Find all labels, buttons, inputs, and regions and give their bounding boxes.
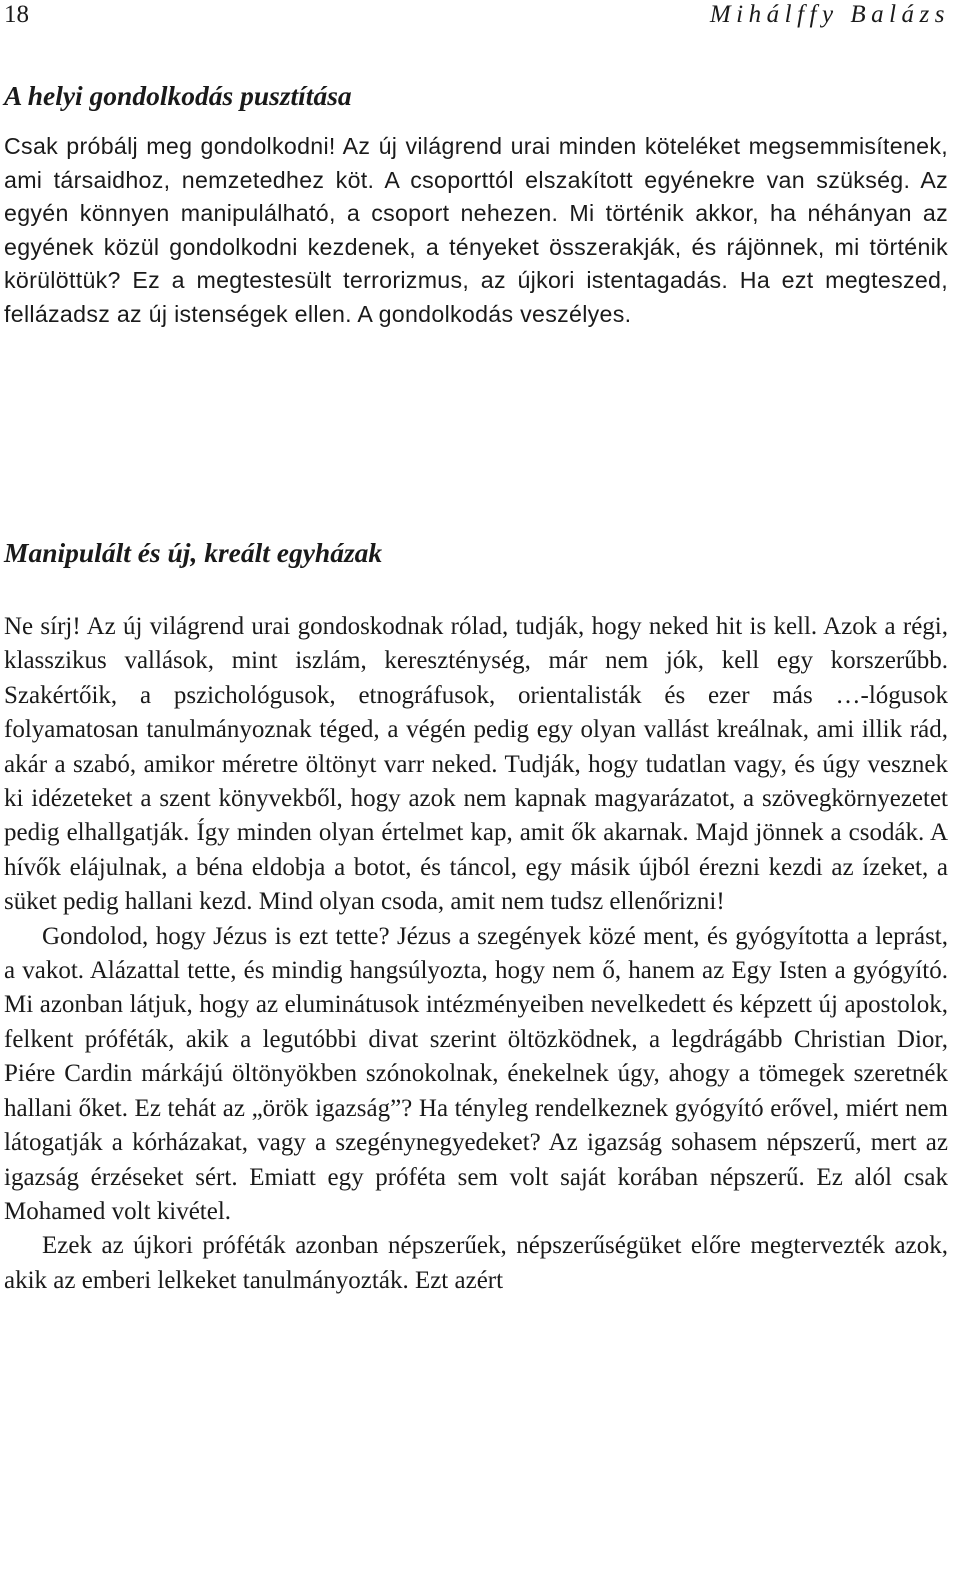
page-header [4, 0, 948, 34]
section-body [4, 130, 948, 331]
book-page [4, 0, 950, 1294]
paragraph: Gondolod, hogy Jézus is ezt tette? Jézus a szegények közé ment, és gyógyította a leprást, a vakot. Alázattal tette, és mindig hangsúlyozta, hogy nem ő, hanem az Egy Isten a gyógyító. Mi azonban látjuk, hogy az eluminátusok intézményeiben nevelkedett és képzett új apostolok, felkent próféták, akik a legutóbbi divat szerint öltözködnek, a legdrágább Christian Dior, Piére Cardin márkájú öltönyökben szónokolnak, énekelnek úgy, ahogy a tömegek szeretnék hallani őket. Ez tehát az „örök igazság”? Ha tényleg rendelkeznek gyógyító erővel, miért nem látogatják a kórházakat, vagy a szegénynegyedeket? Az igazság sohasem népszerű, mert az igazság érzéseket sért. Emiatt egy próféta sem volt saját korában népszerű. Ez alól csak Mohamed volt kivétel. [4, 922, 948, 1225]
page-number: 18 [4, 1, 29, 28]
paragraph: Ezek az újkori próféták azonban népszerűek, népszerűségüket előre megtervezték azok, akik az emberi lelkeket tanulmányozták. Ezt azért [4, 1232, 948, 1294]
paragraph: Ne sírj! Az új világrend urai gondoskodnak rólad, tudják, hogy neked hit is kell. Azok a régi, klasszikus vallások, mint iszlám, kereszténység, már nem jók, kell egy korszerűbb. Szakértőik, a pszichológusok, etnográfusok, orientalisták és ezer más …-lógusok folyamatosan tanulmányoznak téged, a végén pedig egy olyan vallást kreálnak, ami illik rád, akár a szabó, amikor méretre öltönyt varr neked. Tudják, hogy tudatlan vagy, és úgy vesznek ki idézeteket a szent könyvekből, hogy azok nem kapnak magyarázatot, a szövegkörnyezetet pedig elhallgatják. Így minden olyan értelmet kap, amit ők akarnak. Majd jönnek a csodák. A hívők elájulnak, a béna eldobja a botot, és táncol, egy másik újból érezni kezdi az ízeket, a süket pedig hallani kezd. Mind olyan csoda, amit nem tudsz ellenőrizni! [4, 613, 948, 916]
section-title: A helyi gondolkodás pusztítása [4, 80, 352, 111]
paragraph: Csak próbálj meg gondolkodni! Az új világrend urai minden köteléket megsemmisítenek, ami társaidhoz, nemzetedhez köt. A csoporttól elszakított egyénekre van szükség. Az egyén könnyen manipulálható, a csoport nehezen. Mi történik akkor, ha néhányan az egyének közül gondolkodni kezdenek, a tényeket összerakják, és rájönnek, mi történik körülöttük? Ez a megtestesült terrorizmus, az újkori istentagadás. Ha ezt megteszed, fellázadsz az új istenségek ellen. A gondolkodás veszélyes. [4, 133, 948, 327]
running-head-author: Mihálffy Balázs [709, 1, 950, 28]
section-title: Manipulált és új, kreált egyházak [4, 537, 383, 568]
section-body [4, 610, 948, 1298]
